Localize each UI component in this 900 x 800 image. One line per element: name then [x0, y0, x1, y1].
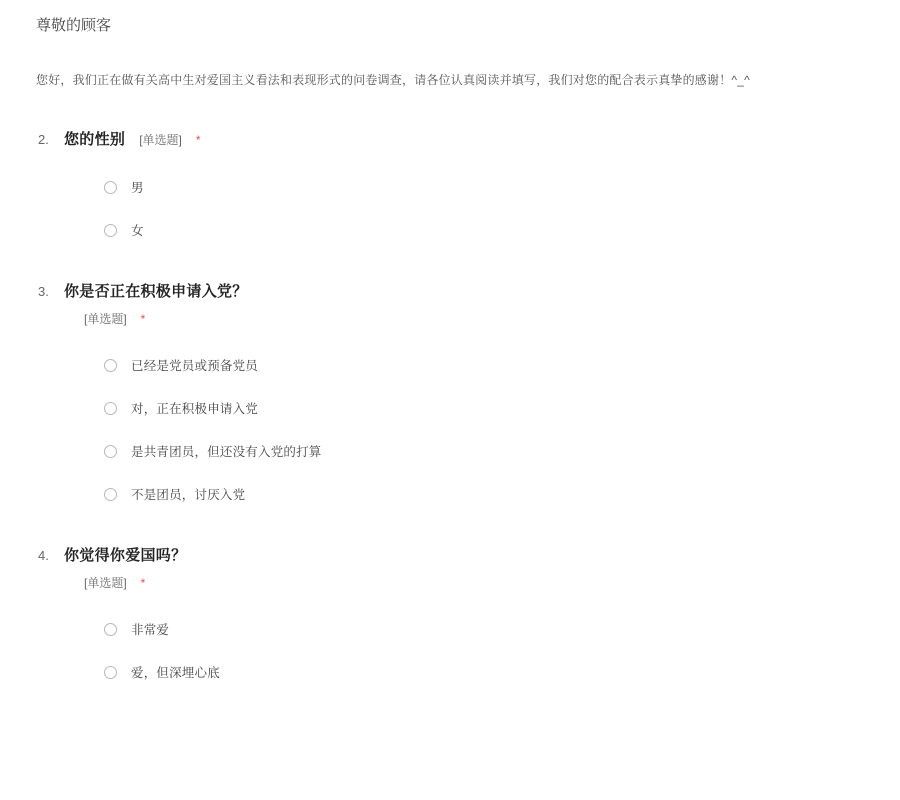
option-item[interactable]	[104, 218, 864, 242]
question-title-3: 你是否正在积极申请入党？	[64, 283, 248, 300]
question-type-tag-2: [单选题]	[139, 133, 182, 147]
question-header-2	[36, 128, 864, 149]
question-title-2: 您的性别	[64, 131, 126, 148]
option-item[interactable]	[104, 175, 864, 199]
radio-icon[interactable]	[104, 666, 117, 679]
option-item[interactable]	[104, 396, 864, 420]
question-meta-4	[84, 574, 864, 591]
question-number-2: 2.	[38, 132, 49, 147]
option-label: 女	[131, 224, 144, 238]
option-list-3	[104, 353, 864, 506]
required-asterisk-3: *	[140, 312, 146, 326]
radio-icon[interactable]	[104, 359, 117, 372]
option-list-4	[104, 617, 864, 684]
page-title: 尊敬的顾客	[36, 17, 112, 34]
radio-icon[interactable]	[104, 488, 117, 501]
option-label: 是共青团员，但还没有入党的打算	[131, 445, 322, 459]
question-header-4	[36, 544, 864, 565]
option-label: 已经是党员或预备党员	[131, 359, 259, 373]
option-item[interactable]	[104, 353, 864, 377]
required-asterisk-4: *	[140, 576, 146, 590]
required-asterisk-2: *	[195, 133, 201, 147]
radio-icon[interactable]	[104, 402, 117, 415]
option-label: 男	[131, 181, 144, 195]
question-block-4	[36, 544, 864, 684]
option-label: 对，正在积极申请入党	[131, 402, 259, 416]
question-type-tag-3: [单选题]	[84, 312, 127, 326]
option-item[interactable]	[104, 482, 864, 506]
radio-icon[interactable]	[104, 224, 117, 237]
question-number-4: 4.	[38, 548, 49, 563]
option-label: 爱，但深埋心底	[131, 666, 220, 680]
question-meta-3	[84, 310, 864, 327]
question-header-3	[36, 280, 864, 301]
radio-icon[interactable]	[104, 445, 117, 458]
option-list-2	[104, 175, 864, 242]
question-title-4: 你觉得你爱国吗？	[64, 547, 187, 564]
question-block-2	[36, 128, 864, 242]
survey-intro-text: 您好，我们正在做有关高中生对爱国主义看法和表现形式的问卷调查，请各位认真阅读并填写，我们对您的配合表示真挚的感谢！^_^	[36, 73, 750, 87]
radio-icon[interactable]	[104, 623, 117, 636]
question-block-3	[36, 280, 864, 506]
option-item[interactable]	[104, 617, 864, 641]
question-number-3: 3.	[38, 284, 49, 299]
option-item[interactable]	[104, 660, 864, 684]
option-label: 非常爱	[131, 623, 170, 637]
question-type-tag-4: [单选题]	[84, 576, 127, 590]
option-label: 不是团员，讨厌入党	[131, 488, 246, 502]
option-item[interactable]	[104, 439, 864, 463]
radio-icon[interactable]	[104, 181, 117, 194]
